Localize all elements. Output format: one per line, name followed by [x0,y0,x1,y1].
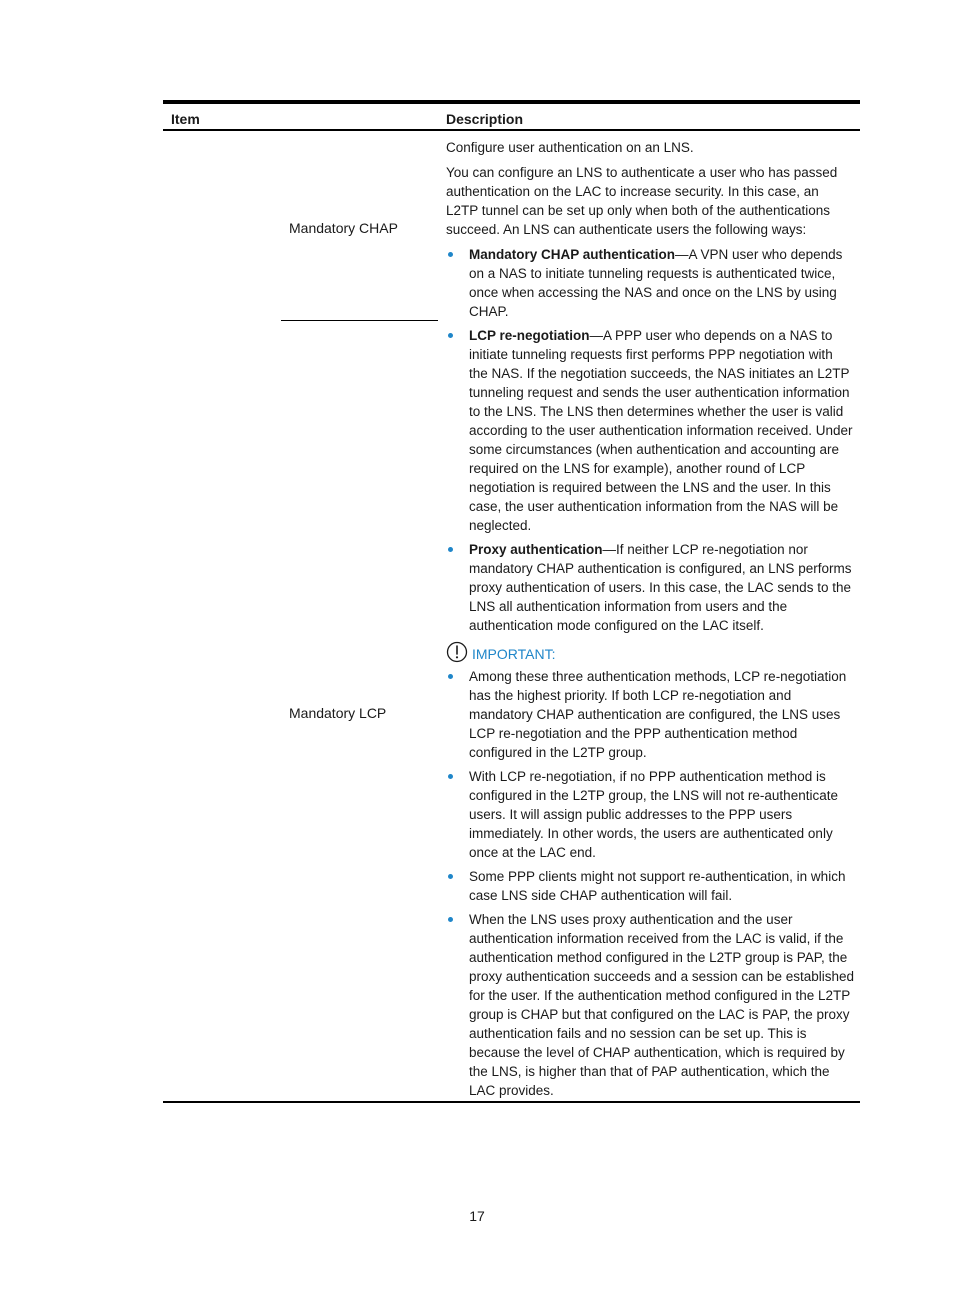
method-text: —If neither LCP re-negotiation nor mandatory CHAP authentication is configured, an LNS performs proxy authentication of users. In this case, the LAC sends to the LNS all authentication information from users and the authentication mode configured on the LAC itself. [469,542,852,633]
method-text: —A PPP user who depends on a NAS to initiate tunneling requests first performs PPP negotiation with the NAS. If the negotiation succeeds, the NAS initiates an L2TP tunneling request and sends the user authentication information to the LNS. The LNS then determines whether the user is valid according to the user authentication information received. Under some circumstances (when authentication and accounting are required on the LNS for example), another round of LCP negotiation is required between the LNS and the user. In this case, the user authentication information from the NAS will be neglected. [469,328,853,533]
important-label: IMPORTANT: [472,646,556,662]
header-description: Description [446,111,524,127]
list-item: Among these three authentication methods, LCP re-negotiation has the highest priority. If both LCP re-negotiation and mandatory CHAP authentication are configured, the LNS uses LCP re-negotiation and the PPP authentication method configured in the L2TP group. [446,667,854,762]
header-bottom-rule [163,129,860,131]
important-notes-list [446,667,854,1100]
table-top-rule [163,100,860,104]
method-term: LCP re-negotiation [469,328,590,343]
exclamation-circle-icon [446,641,468,663]
description-cell [446,138,854,1105]
item-mandatory-chap: Mandatory CHAP [289,220,398,236]
list-item: When the LNS uses proxy authentication and the user authentication information received from the LAC is valid, if the authentication method configured in the L2TP group is PAP, the proxy authentication succeeds and a session can be established for the user. If the authentication method configured in the L2TP group is CHAP but that configured on the LAC is PAP, the proxy authentication fails and no session can be set up. This is because the level of CHAP authentication, which is required by the LNS, is higher than that of PAP authentication, which the LAC provides. [446,910,854,1100]
method-term: Proxy authentication [469,542,603,557]
list-item [446,326,854,535]
method-term: Mandatory CHAP authentication [469,247,676,262]
page-number: 17 [469,1208,485,1224]
list-item: Some PPP clients might not support re-authentication, in which case LNS side CHAP authentication will fail. [446,867,854,905]
item-separator-rule [281,320,438,321]
description-intro: Configure user authentication on an LNS. [446,140,694,155]
item-mandatory-lcp: Mandatory LCP [289,705,387,721]
list-item [446,540,854,635]
header-item: Item [171,111,200,127]
description-paragraph: You can configure an LNS to authenticate a user who has passed authentication on the LAC to increase security. In this case, an L2TP tunnel can be set up only when both of the authentications succeed. An LNS can authenticate users the following ways: [446,165,838,237]
list-item [446,245,854,321]
important-notice [446,640,854,664]
methods-list [446,245,854,635]
method-text: —A VPN user who depends on a NAS to initiate tunneling requests is authenticated twice, once when accessing the NAS and once on the LNS by using CHAP. [469,247,843,319]
list-item: With LCP re-negotiation, if no PPP authentication method is configured in the L2TP group, the LNS will not re-authenticate users. It will assign public addresses to the PPP users immediately. In other words, the users are authenticated only once at the LAC end. [446,767,854,862]
